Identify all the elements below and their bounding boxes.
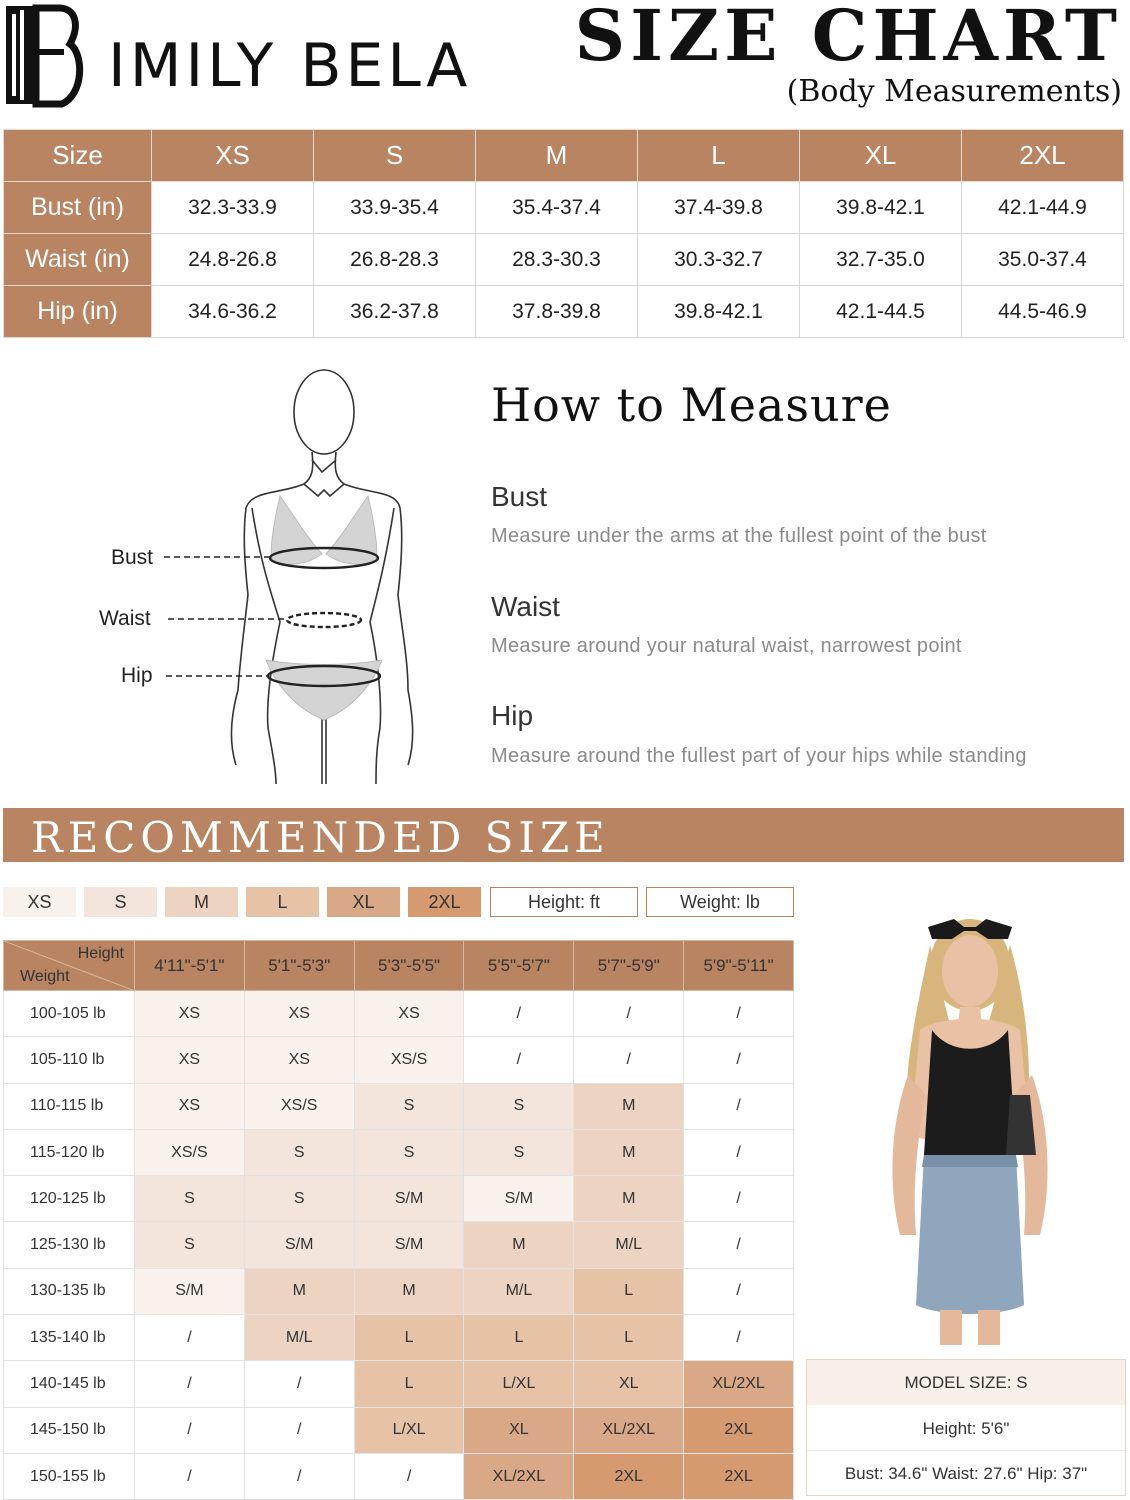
- size-cell: S/M: [135, 1268, 245, 1314]
- legend-xl: XL: [327, 887, 400, 917]
- size-cell: S: [135, 1222, 245, 1268]
- model-photo-icon: [860, 905, 1080, 1345]
- size-cell: XS: [135, 1083, 245, 1129]
- size-cell: /: [684, 1037, 794, 1083]
- how-to-measure-title: How to Measure: [491, 378, 892, 432]
- table-cell: 42.1-44.5: [800, 286, 962, 338]
- row-label: Bust (in): [4, 182, 152, 234]
- weight-label: 105-110 lb: [4, 1037, 135, 1083]
- size-table-header-row: [4, 130, 1124, 182]
- measure-waist-desc: Measure around your natural waist, narrowest point: [491, 635, 962, 657]
- size-cell: M/L: [244, 1315, 354, 1361]
- table-cell: 26.8-28.3: [314, 234, 476, 286]
- size-cell: L/XL: [464, 1361, 574, 1407]
- size-cell: M: [574, 1176, 684, 1222]
- size-cell: S: [464, 1083, 574, 1129]
- size-header-cell: S: [314, 130, 476, 182]
- size-cell: S/M: [464, 1176, 574, 1222]
- size-cell: /: [135, 1453, 245, 1499]
- table-row: [4, 1361, 794, 1407]
- measure-hip-title: Hip: [491, 700, 534, 731]
- model-size: MODEL SIZE: S: [807, 1360, 1125, 1405]
- table-row: [4, 1176, 794, 1222]
- size-header-cell: L: [638, 130, 800, 182]
- size-cell: S/M: [354, 1176, 464, 1222]
- size-cell: S: [244, 1129, 354, 1175]
- size-cell: 2XL: [684, 1453, 794, 1499]
- size-cell: XS: [135, 991, 245, 1037]
- height-header: 5'5"-5'7": [464, 941, 574, 991]
- table-row: [4, 991, 794, 1037]
- size-cell: XL: [574, 1361, 684, 1407]
- model-height: Height: 5'6": [807, 1406, 1125, 1451]
- measure-bust-title: Bust: [491, 481, 548, 512]
- size-cell: /: [464, 1037, 574, 1083]
- page-subtitle: (Body Measurements): [786, 74, 1122, 109]
- size-cell: L: [354, 1361, 464, 1407]
- recommended-size-title: RECOMMENDED SIZE: [31, 813, 610, 862]
- table-cell: 37.4-39.8: [638, 182, 800, 234]
- size-cell: M: [574, 1129, 684, 1175]
- size-cell: M: [464, 1222, 574, 1268]
- size-cell: M: [354, 1268, 464, 1314]
- figure-label-bust: Bust: [111, 546, 154, 569]
- legend-weight-unit: Weight: lb: [646, 887, 794, 917]
- row-label: Hip (in): [4, 286, 152, 338]
- measure-bust-desc: Measure under the arms at the fullest point of the bust: [491, 525, 987, 547]
- size-cell: /: [574, 1037, 684, 1083]
- height-header: 5'9"-5'11": [684, 941, 794, 991]
- size-cell: S: [135, 1176, 245, 1222]
- weight-label: 110-115 lb: [4, 1083, 135, 1129]
- size-cell: S: [354, 1083, 464, 1129]
- table-row: [4, 286, 1124, 338]
- size-cell: L: [354, 1315, 464, 1361]
- table-row: [4, 1037, 794, 1083]
- table-cell: 39.8-42.1: [638, 286, 800, 338]
- recommended-size-table: [3, 940, 794, 1500]
- weight-label: 125-130 lb: [4, 1222, 135, 1268]
- measure-waist-title: Waist: [491, 591, 560, 622]
- legend-height-unit: Height: ft: [490, 887, 638, 917]
- table-row: [4, 1129, 794, 1175]
- corner-height-label: Height: [77, 945, 124, 962]
- weight-label: 140-145 lb: [4, 1361, 135, 1407]
- table-cell: 32.3-33.9: [152, 182, 314, 234]
- size-cell: /: [684, 1129, 794, 1175]
- brand-name: IMILY BELA: [108, 31, 472, 101]
- size-cell: /: [684, 1083, 794, 1129]
- table-row: [4, 1083, 794, 1129]
- legend-m: M: [165, 887, 238, 917]
- size-cell: M/L: [464, 1268, 574, 1314]
- table-cell: 30.3-32.7: [638, 234, 800, 286]
- table-cell: 33.9-35.4: [314, 182, 476, 234]
- size-cell: XL/2XL: [574, 1407, 684, 1453]
- size-cell: L: [574, 1315, 684, 1361]
- size-cell: XL/2XL: [464, 1453, 574, 1499]
- figure-label-waist: Waist: [99, 607, 151, 630]
- size-cell: 2XL: [684, 1407, 794, 1453]
- table-cell: 44.5-46.9: [962, 286, 1124, 338]
- figure-label-hip: Hip: [121, 664, 153, 687]
- height-header: 5'1"-5'3": [244, 941, 354, 991]
- size-cell: XS/S: [354, 1037, 464, 1083]
- size-table: [3, 129, 1124, 338]
- height-header: 5'3"-5'5": [354, 941, 464, 991]
- size-cell: /: [244, 1361, 354, 1407]
- page-title: SIZE CHART: [574, 0, 1122, 77]
- table-cell: 24.8-26.8: [152, 234, 314, 286]
- weight-label: 115-120 lb: [4, 1129, 135, 1175]
- table-row: [4, 1268, 794, 1314]
- size-cell: /: [684, 1268, 794, 1314]
- legend-2xl: 2XL: [408, 887, 481, 917]
- model-measurements: Bust: 34.6" Waist: 27.6" Hip: 37": [844, 1464, 1088, 1483]
- ib-monogram-icon: [4, 4, 84, 108]
- table-cell: 34.6-36.2: [152, 286, 314, 338]
- size-cell: /: [684, 1315, 794, 1361]
- corner-cell: [4, 941, 135, 991]
- weight-label: 120-125 lb: [4, 1176, 135, 1222]
- weight-label: 135-140 lb: [4, 1315, 135, 1361]
- size-cell: M: [574, 1083, 684, 1129]
- size-cell: /: [684, 1222, 794, 1268]
- size-cell: /: [684, 1176, 794, 1222]
- size-header-cell: 2XL: [962, 130, 1124, 182]
- legend-s: S: [84, 887, 157, 917]
- size-cell: /: [574, 991, 684, 1037]
- size-cell: 2XL: [574, 1453, 684, 1499]
- row-label: Waist (in): [4, 234, 152, 286]
- size-header-cell: XS: [152, 130, 314, 182]
- size-cell: S: [244, 1176, 354, 1222]
- table-row: [4, 1407, 794, 1453]
- size-cell: XS: [244, 991, 354, 1037]
- table-cell: 42.1-44.9: [962, 182, 1124, 234]
- size-cell: /: [135, 1361, 245, 1407]
- legend-l: L: [246, 887, 319, 917]
- table-cell: 35.0-37.4: [962, 234, 1124, 286]
- size-cell: M/L: [574, 1222, 684, 1268]
- brand-logo: [4, 2, 84, 108]
- size-cell: S: [354, 1129, 464, 1175]
- size-cell: XS: [135, 1037, 245, 1083]
- weight-label: 100-105 lb: [4, 991, 135, 1037]
- body-outline-icon: [90, 360, 430, 790]
- table-cell: 32.7-35.0: [800, 234, 962, 286]
- size-cell: L/XL: [354, 1407, 464, 1453]
- table-cell: 37.8-39.8: [476, 286, 638, 338]
- size-cell: S/M: [244, 1222, 354, 1268]
- size-cell: /: [354, 1453, 464, 1499]
- rec-table-header-row: [4, 941, 794, 991]
- size-header-cell: M: [476, 130, 638, 182]
- recommended-size-banner: [3, 808, 1124, 862]
- table-cell: 36.2-37.8: [314, 286, 476, 338]
- size-cell: /: [464, 991, 574, 1037]
- table-cell: 39.8-42.1: [800, 182, 962, 234]
- size-cell: /: [244, 1407, 354, 1453]
- size-cell: XL: [464, 1407, 574, 1453]
- size-cell: /: [244, 1453, 354, 1499]
- model-info-box: [806, 1359, 1126, 1496]
- size-cell: XS/S: [244, 1083, 354, 1129]
- measure-hip-desc: Measure around the fullest part of your hips while standing: [491, 745, 1027, 767]
- weight-label: 150-155 lb: [4, 1453, 135, 1499]
- weight-label: 145-150 lb: [4, 1407, 135, 1453]
- size-cell: XS: [244, 1037, 354, 1083]
- size-cell: S: [464, 1129, 574, 1175]
- corner-weight-label: Weight: [20, 968, 70, 985]
- size-cell: XS: [354, 991, 464, 1037]
- table-row: [4, 1453, 794, 1499]
- size-cell: XS/S: [135, 1129, 245, 1175]
- table-row: [4, 1315, 794, 1361]
- table-cell: 35.4-37.4: [476, 182, 638, 234]
- legend-xs: XS: [3, 887, 76, 917]
- table-row: [4, 234, 1124, 286]
- height-header: 4'11"-5'1": [135, 941, 245, 991]
- table-cell: 28.3-30.3: [476, 234, 638, 286]
- size-cell: XL/2XL: [684, 1361, 794, 1407]
- size-cell: /: [135, 1407, 245, 1453]
- size-cell: L: [574, 1268, 684, 1314]
- weight-label: 130-135 lb: [4, 1268, 135, 1314]
- size-header-cell: Size: [4, 130, 152, 182]
- size-cell: L: [464, 1315, 574, 1361]
- height-header: 5'7"-5'9": [574, 941, 684, 991]
- table-row: [4, 182, 1124, 234]
- size-cell: /: [684, 991, 794, 1037]
- size-cell: M: [244, 1268, 354, 1314]
- table-row: [4, 1222, 794, 1268]
- size-header-cell: XL: [800, 130, 962, 182]
- size-cell: S/M: [354, 1222, 464, 1268]
- size-cell: /: [135, 1315, 245, 1361]
